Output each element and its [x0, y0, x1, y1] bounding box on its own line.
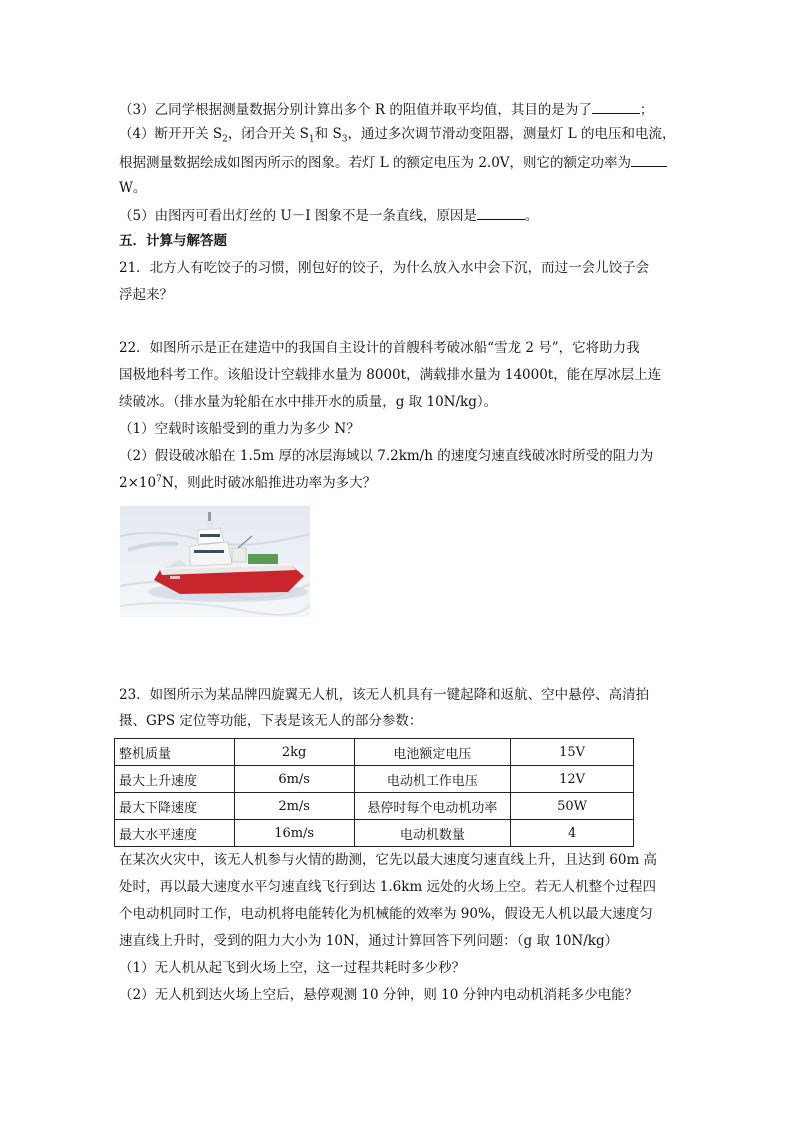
table-cell: 电动机数量: [354, 820, 511, 847]
table-cell: 电池额定电压: [354, 739, 511, 766]
q20-part4-line2: 根据测量数据绘成如图丙所示的图象。若灯 L 的额定电压为 2.0V，则它的额定功率为: [119, 152, 667, 172]
table-cell: 最大水平速度: [115, 820, 235, 847]
q22-line3: 续破冰。（排水量为轮船在水中排开水的质量，g 取 10N/kg）。: [119, 394, 498, 410]
q21-line2: 浮起来？: [119, 287, 173, 303]
table-cell: 电动机工作电压: [354, 766, 511, 793]
table-cell: 12V: [511, 766, 634, 793]
answer-blank: [592, 99, 640, 114]
table-cell: 最大下降速度: [115, 793, 235, 820]
table-cell: 最大上升速度: [115, 766, 235, 793]
q22-sub1: （1）空载时该船受到的重力为多少 N？: [119, 421, 360, 437]
q23-sub2: （2）无人机到达火场上空后，悬停观测 10 分钟，则 10 分钟内电动机消耗多少电能？: [119, 987, 639, 1003]
table-cell: 2kg: [234, 739, 354, 766]
table-cell: 16m/s: [234, 820, 354, 847]
table-cell: 悬停时每个电动机功率: [354, 793, 511, 820]
q21-line1: 21．北方人有吃饺子的习惯，刚包好的饺子，为什么放入水中会下沉，而过一会儿饺子会: [119, 260, 650, 276]
table-row: [115, 766, 634, 793]
table-row: [115, 793, 634, 820]
q22-line1: 22．如图所示是正在建造中的我国自主设计的首艘科考破冰船“雪龙 2 号”，它将助力我: [119, 340, 640, 356]
answer-blank: [631, 152, 667, 167]
answer-blank: [477, 205, 525, 220]
q23-line2: 摄、GPS 定位等功能，下表是该无人的部分参数：: [119, 713, 423, 729]
table-cell: 2m/s: [234, 793, 354, 820]
q22-line2: 国极地科考工作。该船设计空载排水量为 8000t，满载排水量为 14000t，能在厚冰层上连: [119, 367, 662, 383]
table-row: [115, 739, 634, 766]
q23-sub1: （1）无人机从起飞到火场上空，这一过程共耗时多少秒？: [119, 960, 466, 976]
icebreaker-ship-illustration: [120, 506, 310, 617]
section-heading: 五．计算与解答题: [119, 233, 227, 249]
q20-part4-line1: （4）断开开关 $S_2$，闭合开关 $S_1$和 $S_3$，通过多次调节滑动变阻器，测量灯 L 的电压和电流，: [119, 126, 676, 145]
q20-part5: （5）由图丙可看出灯丝的 U－I 图象不是一条直线，原因是 。: [119, 205, 538, 225]
table-row: [115, 820, 634, 847]
table-cell: 4: [511, 820, 634, 847]
q20-part3: （3）乙同学根据测量数据分别计算出多个 R 的阻值并取平均值，其目的是为了 ；: [119, 99, 653, 119]
table-cell: 6m/s: [234, 766, 354, 793]
table-cell: 50W: [511, 793, 634, 820]
q22-sub2-line2: $2\times 10^7N$，则此时破冰船推进功率为多大？: [119, 474, 377, 491]
q23-para-line3: 个电动机同时工作，电动机将电能转化为机械能的效率为 90%，假设无人机以最大速度匀: [119, 906, 653, 922]
q22-sub2-line1: （2）假设破冰船在 1.5m 厚的冰层海域以 7.2km/h 的速度匀速直线破冰时所受的阻力为: [119, 448, 654, 464]
q20-part4-line3: W。: [119, 180, 147, 196]
drone-parameter-table: [114, 738, 634, 847]
table-cell: 整机质量: [115, 739, 235, 766]
table-cell: 15V: [511, 739, 634, 766]
icebreaker-ship-image: [120, 506, 310, 617]
q23-para-line1: 在某次火灾中，该无人机参与火情的勘测，它先以最大速度匀速直线上升，且达到 60m 高: [119, 852, 658, 868]
q23-para-line2: 处时，再以最大速度水平匀速直线飞行到达 1.6km 远处的火场上空。若无人机整个过程四: [119, 879, 657, 895]
q23-line1: 23．如图所示为某品牌四旋翼无人机，该无人机具有一键起降和返航、空中悬停、高清拍: [119, 687, 650, 703]
q23-para-line4: 速直线上升时，受到的阻力大小为 10N，通过计算回答下列问题：（g 取 10N/kg）: [119, 933, 619, 949]
